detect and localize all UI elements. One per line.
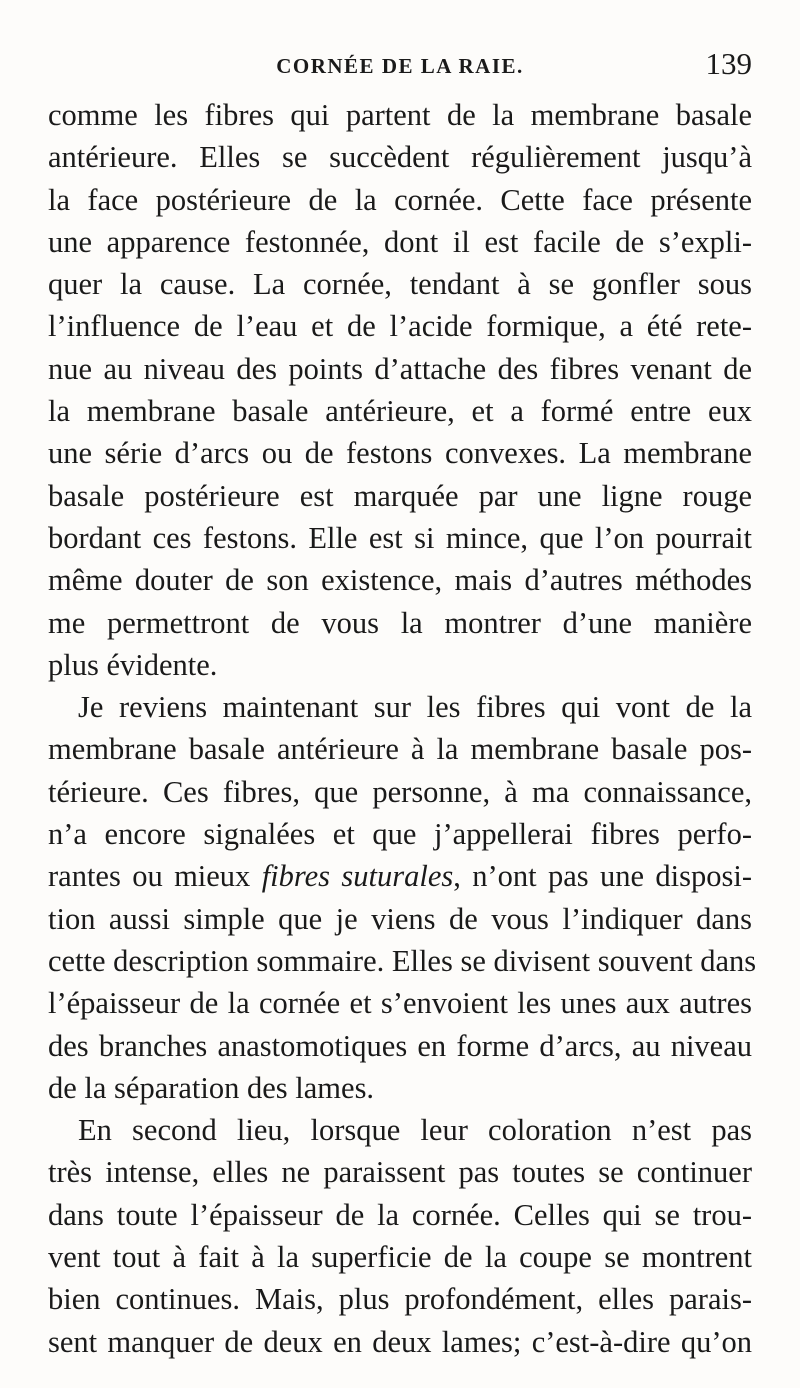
- text-line: dans toute l’épaisseur de la cornée. Celles qui se trou-: [48, 1197, 752, 1232]
- text-line: des branches anastomotiques en forme d’arcs, au niveau: [48, 1028, 752, 1063]
- text-line-with-italic: [48, 855, 752, 897]
- paragraph-start-line: En second lieu, lorsque leur coloration n’est pas: [78, 1113, 752, 1148]
- text-line: antérieure. Elles se succèdent régulièrement jusqu’à: [48, 140, 752, 175]
- text-line: bien continues. Mais, plus profondément, elles parais-: [48, 1282, 752, 1317]
- text-line: même douter de son existence, mais d’autres méthodes: [48, 563, 752, 598]
- text-line: très intense, elles ne paraissent pas toutes se continuer: [48, 1155, 752, 1190]
- paragraph-end-line: plus évidente.: [48, 647, 218, 682]
- text-line: tion aussi simple que je viens de vous l’indiquer dans: [48, 901, 752, 936]
- text-line: cette description sommaire. Elles se divisent souvent dans: [48, 943, 757, 978]
- text-line: n’a encore signalées et que j’appellerai fibres perfo-: [48, 817, 752, 852]
- italic-term: fibres suturales: [261, 859, 454, 894]
- text-line: une série d’arcs ou de festons convexes. La membrane: [48, 436, 752, 471]
- paragraph-end-line: de la séparation des lames.: [48, 1070, 375, 1105]
- page-number: 139: [705, 46, 752, 81]
- text-line: nue au niveau des points d’attache des fibres venant de: [48, 351, 752, 386]
- paragraph-start-line: Je reviens maintenant sur les fibres qui vont de la: [78, 690, 752, 725]
- text-line: l’influence de l’eau et de l’acide formique, a été rete-: [48, 309, 752, 344]
- page-header: [48, 46, 752, 86]
- text-line: quer la cause. La cornée, tendant à se gonfler sous: [48, 267, 752, 302]
- text-line: comme les fibres qui partent de la membrane basale: [48, 98, 752, 132]
- body-text: [48, 94, 757, 1363]
- text-line: basale postérieure est marquée par une ligne rouge: [48, 478, 752, 513]
- text-line: vent tout à fait à la superficie de la coupe se montrent: [48, 1240, 752, 1275]
- text-line: sent manquer de deux en deux lames; c’est-à-dire qu’on: [48, 1324, 752, 1359]
- text-line: l’épaisseur de la cornée et s’envoient les unes aux autres: [48, 986, 752, 1021]
- text-line: me permettront de vous la montrer d’une manière: [48, 605, 752, 640]
- text-line: bordant ces festons. Elle est si mince, que l’on pourrait: [48, 520, 752, 555]
- running-head: CORNÉE DE LA RAIE.: [276, 54, 524, 78]
- text-segment: , n’ont pas une disposi-: [453, 859, 753, 894]
- text-line: une apparence festonnée, dont il est facile de s’expli-: [48, 224, 752, 259]
- text-line: la membrane basale antérieure, et a formé entre eux: [48, 394, 752, 429]
- text-segment: rantes ou mieux: [48, 859, 251, 894]
- text-line: la face postérieure de la cornée. Cette face présente: [48, 182, 752, 217]
- text-line: térieure. Ces fibres, que personne, à ma connaissance,: [48, 774, 752, 809]
- text-line: membrane basale antérieure à la membrane basale pos-: [48, 732, 752, 767]
